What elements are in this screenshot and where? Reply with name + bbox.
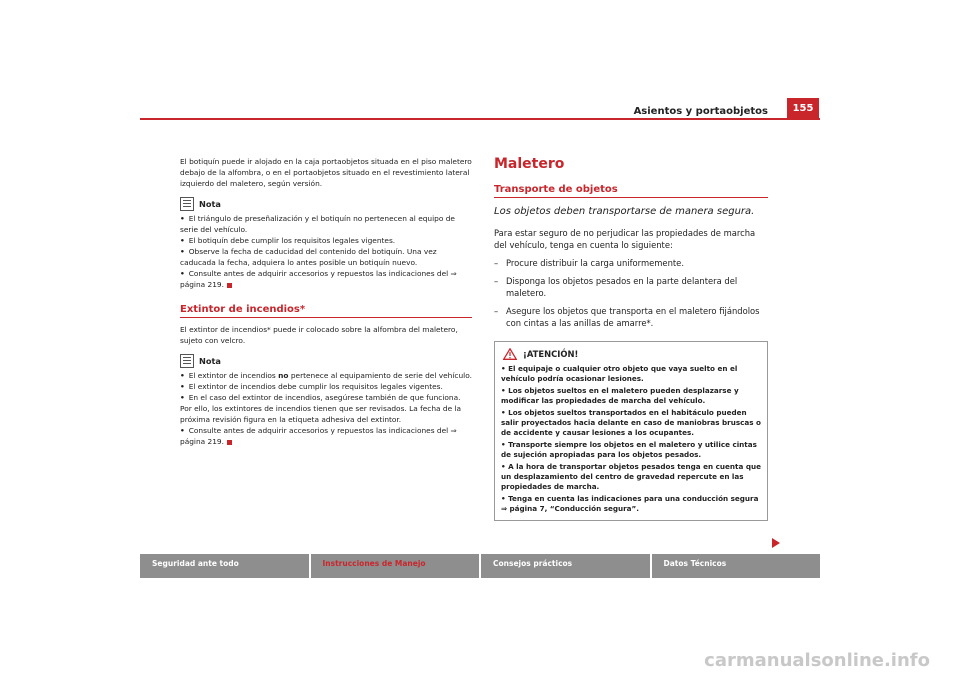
footer-nav <box>140 554 820 578</box>
warning-box <box>494 341 768 521</box>
list-item: • El triángulo de preseñalización y el botiquín no pertenecen al equipo de serie del vehículo. <box>180 214 455 234</box>
transport-heading: Transporte de objetos <box>494 184 768 198</box>
list-item: • El extintor de incendios no pertenece al equipamiento de serie del vehículo. <box>180 371 472 380</box>
extintor-heading: Extintor de incendios* <box>180 304 472 318</box>
list-item: • En el caso del extintor de incendios, asegúrese también de que funciona. Por ello, los extintores de incendios tienen que ser revisados. La fecha de la próxima revisión figura en la etiqueta adhesiva del extintor. <box>180 393 462 424</box>
left-column <box>180 156 472 447</box>
nota-label: Nota <box>199 355 221 366</box>
warning-triangle-icon <box>503 348 517 360</box>
watermark: carmanualsonline.info <box>704 650 930 671</box>
warning-body <box>495 364 767 520</box>
tab-seguridad[interactable]: Seguridad ante todo <box>140 554 309 578</box>
list-item: • Transporte siempre los objetos en el maletero y utilice cintas de sujeción apropiadas para los objetos pesados. <box>501 440 757 459</box>
list-item: • El equipaje o cualquier otro objeto que vaya suelto en el vehículo podría ocasionar lesiones. <box>501 364 738 383</box>
transport-subtitle: Los objetos deben transportarse de manera segura. <box>494 206 755 217</box>
section-title: Asientos y portaobjetos <box>633 106 768 117</box>
transport-intro: Para estar seguro de no perjudicar las propiedades de marcha del vehículo, tenga en cuenta lo siguiente: <box>494 228 756 250</box>
list-item: • El botiquín debe cumplir los requisitos legales vigentes. <box>180 236 396 245</box>
list-item: • Consulte antes de adquirir accesorios y repuestos las indicaciones del ⇒ página 219. <box>180 426 457 446</box>
list-item: • Consulte antes de adquirir accesorios y repuestos las indicaciones del ⇒ página 219. <box>180 269 457 289</box>
nota-heading <box>180 197 472 211</box>
list-item: • El extintor de incendios debe cumplir los requisitos legales vigentes. <box>180 382 443 391</box>
first-aid-intro: El botiquín puede ir alojado en la caja portaobjetos situada en el piso maletero debajo de la alfombra, o en el portaobjetos situado en el revestimiento lateral izquierdo del maletero, según versión. <box>180 157 472 188</box>
note-icon <box>180 354 194 368</box>
extintor-text: El extintor de incendios* puede ir colocado sobre la alfombra del maletero, sujeto con velcro. <box>180 325 458 345</box>
nota-label: Nota <box>199 198 221 209</box>
maletero-title: Maletero <box>494 156 565 172</box>
nota-heading <box>180 354 472 368</box>
next-page-arrow-icon[interactable] <box>772 538 780 548</box>
note-icon <box>180 197 194 211</box>
transport-body <box>494 227 768 329</box>
list-item: • A la hora de transportar objetos pesados tenga en cuenta que un desplazamiento del centro de gravedad repercute en las propiedades de marcha. <box>501 462 761 491</box>
tab-datos[interactable]: Datos Técnicos <box>652 554 821 578</box>
header-rule <box>140 118 820 120</box>
list-item: – Procure distribuir la carga uniformemente. <box>494 258 684 268</box>
page-number: 155 <box>787 98 819 118</box>
tab-instrucciones[interactable]: Instrucciones de Manejo <box>311 554 480 578</box>
list-item: • Los objetos sueltos transportados en el habitáculo pueden salir proyectados hacia delante en caso de maniobras bruscas o de accidente y causar lesiones a los ocupantes. <box>501 408 761 437</box>
list-item: • Observe la fecha de caducidad del contenido del botiquín. Una vez caducada la fecha, adquiera lo antes posible un botiquín nuevo. <box>180 247 437 267</box>
warning-heading: ¡ATENCIÓN! <box>495 342 767 364</box>
list-item: – Disponga los objetos pesados en la parte delantera del maletero. <box>494 276 738 298</box>
list-item: • Los objetos sueltos en el maletero pueden desplazarse y modificar las propiedades de marcha del vehículo. <box>501 386 739 405</box>
tab-consejos[interactable]: Consejos prácticos <box>481 554 650 578</box>
list-item: – Asegure los objetos que transporta en el maletero fijándolos con cintas a las anillas de amarre*. <box>494 306 760 328</box>
end-mark <box>227 283 232 288</box>
list-item: • Tenga en cuenta las indicaciones para una conducción segura ⇒ página 7, “Conducción segura”. <box>501 494 759 513</box>
end-mark <box>227 440 232 445</box>
right-column <box>494 156 768 521</box>
